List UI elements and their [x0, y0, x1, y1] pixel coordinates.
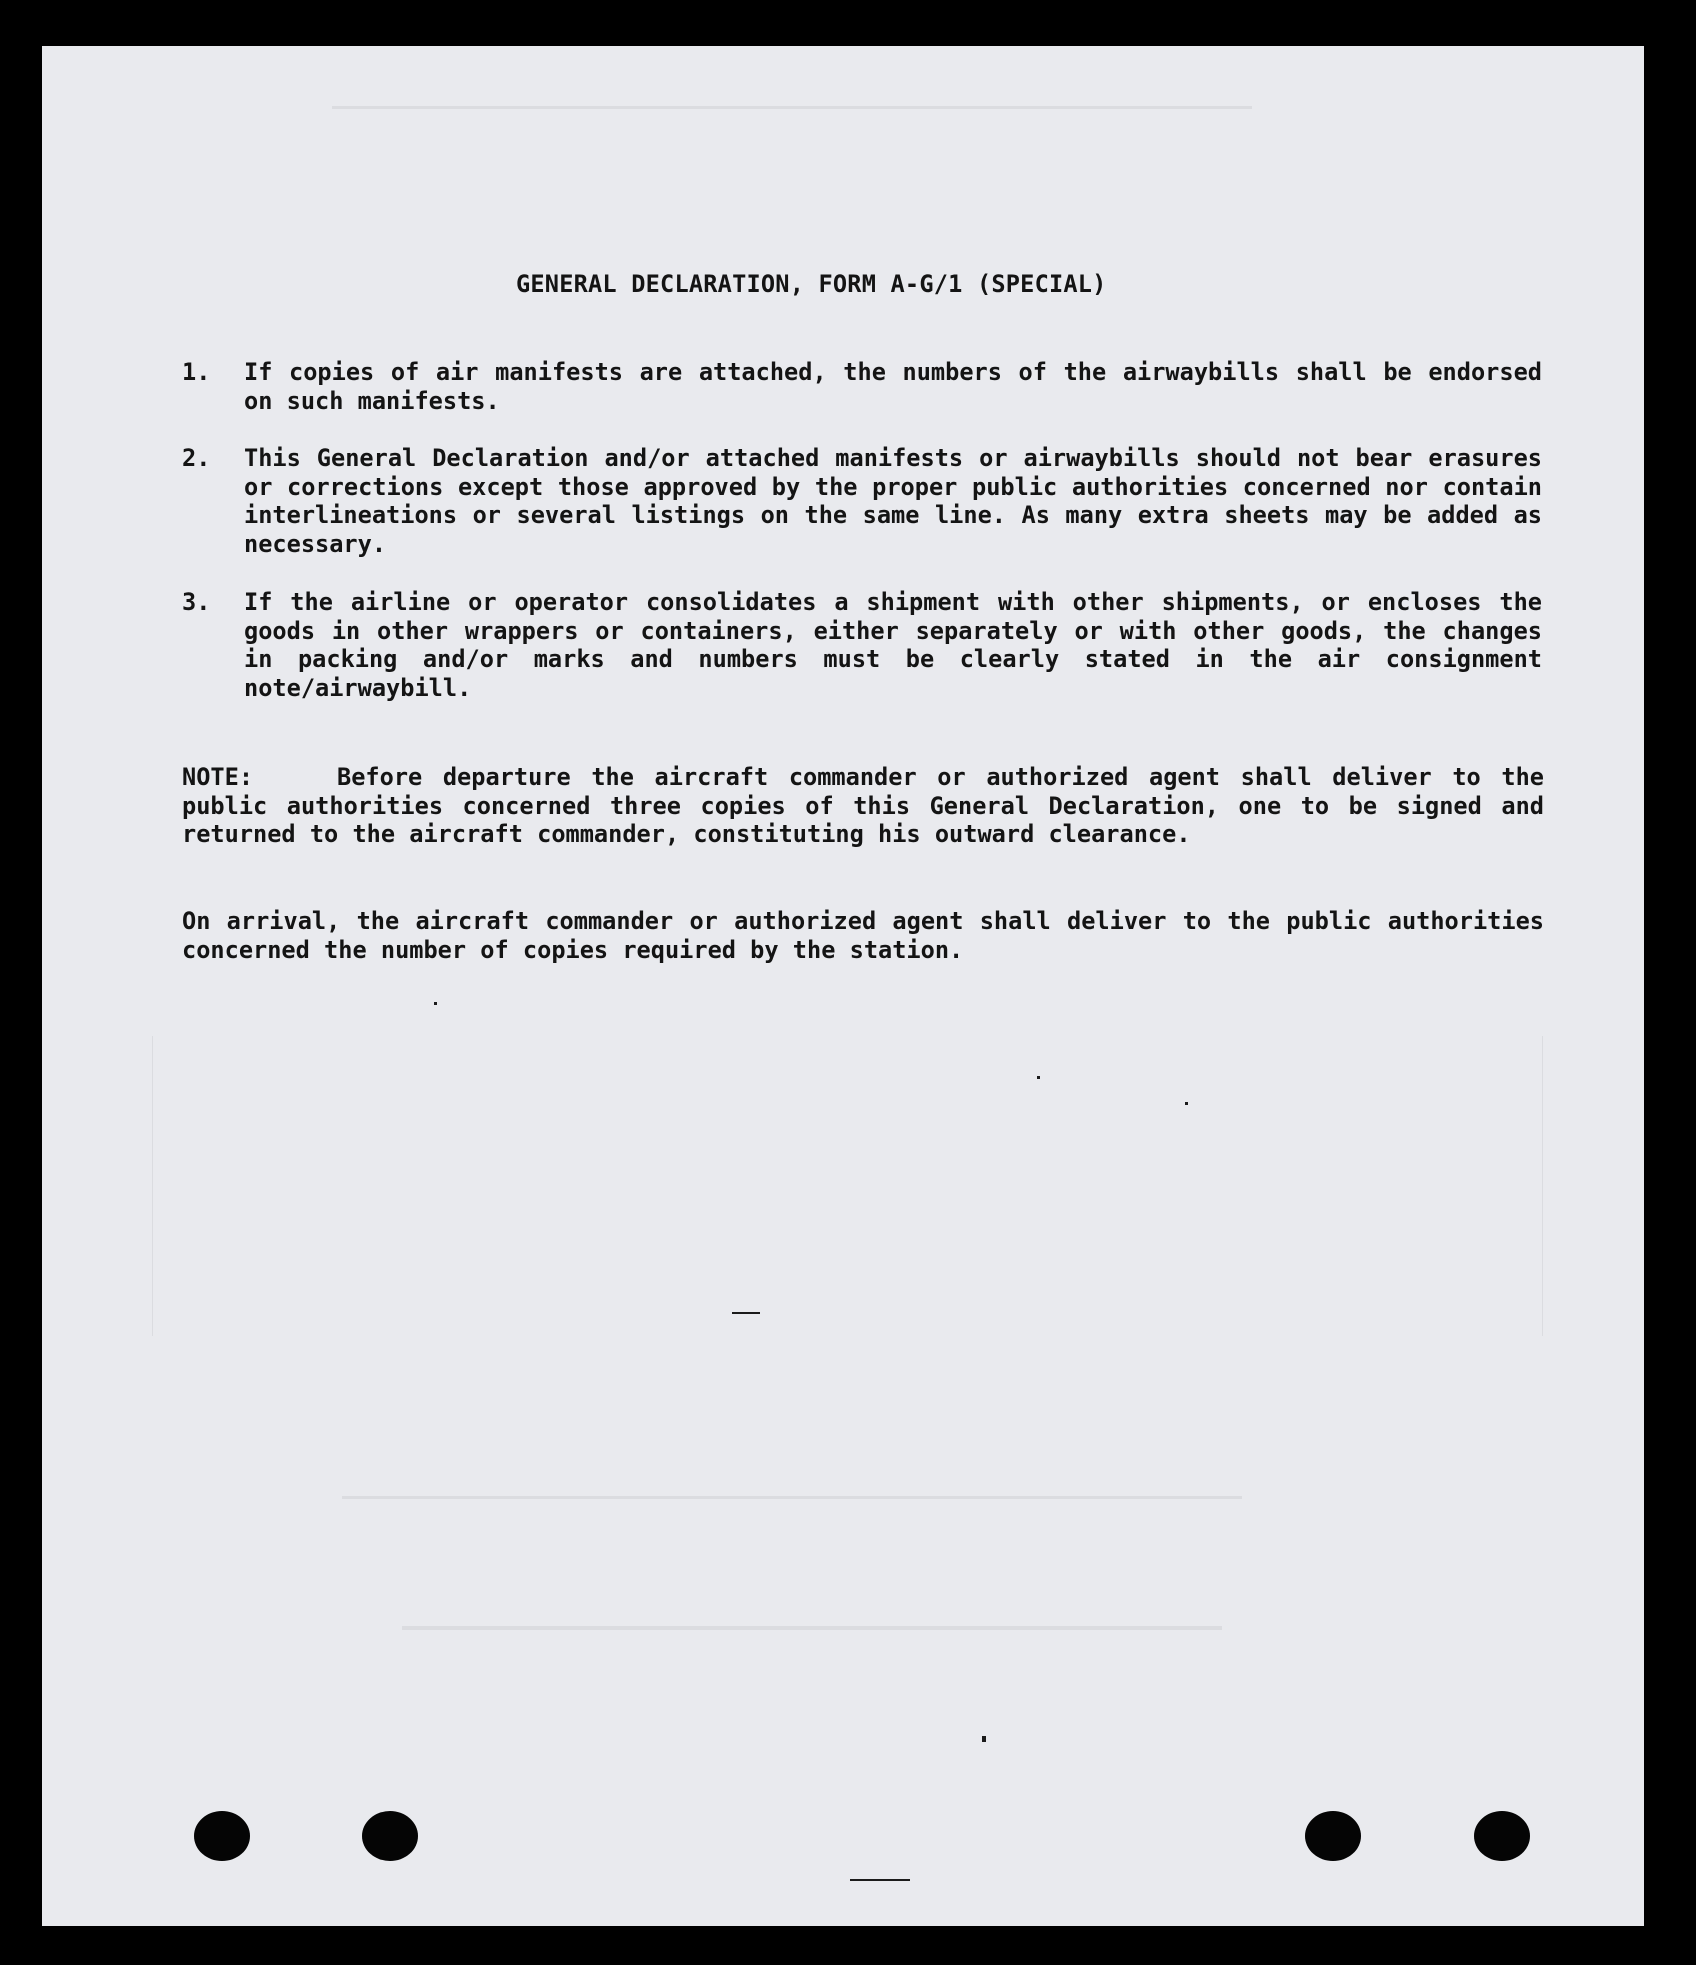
show-through-line	[342, 1496, 1242, 1499]
punch-hole	[1474, 1811, 1530, 1861]
item-text: If the airline or operator consolidates a shipment with other shipments, or encloses the goods in other wrappers or containers, either separately or with other goods, the changes in packing and/or marks and numbers must be clearly stated in the air consignment note/airwaybill.	[244, 588, 1542, 702]
item-text: If copies of air manifests are attached, the numbers of the airwaybills shall be endorsed on such manifests.	[244, 358, 1542, 415]
list-item-2	[182, 444, 1542, 558]
note-label: NOTE:	[182, 763, 254, 791]
show-through-frame	[1542, 1036, 1543, 1336]
arrival-paragraph: On arrival, the aircraft commander or authorized agent shall deliver to the public authorities concerned the number of copies required by the station.	[182, 907, 1544, 964]
item-number: 1.	[182, 358, 211, 386]
item-text: This General Declaration and/or attached manifests or airwaybills should not bear erasures or corrections except those approved by the proper public authorities concerned nor contain interlineations or several listings on the same line. As many extra sheets may be added as necessary.	[244, 444, 1542, 558]
show-through-line	[332, 106, 1252, 109]
ink-speck	[1037, 1076, 1040, 1079]
punch-hole	[362, 1811, 418, 1861]
punch-hole	[1305, 1811, 1361, 1861]
document-title: GENERAL DECLARATION, FORM A-G/1 (SPECIAL)	[516, 270, 1107, 298]
show-through-frame	[152, 1036, 153, 1336]
document-page	[42, 46, 1644, 1926]
item-number: 2.	[182, 444, 211, 472]
note-text: Before departure the aircraft commander or authorized agent shall deliver to the public authorities concerned three copies of this General Declaration, one to be signed and returned to the aircraft commander, constituting his outward clearance.	[182, 763, 1544, 848]
ink-speck	[982, 1736, 986, 1742]
item-number: 3.	[182, 588, 211, 616]
ink-speck	[1185, 1102, 1188, 1105]
ink-dash	[850, 1879, 910, 1881]
list-item-1	[182, 358, 1542, 415]
list-item-3	[182, 588, 1542, 702]
show-through-line	[402, 1626, 1222, 1630]
punch-hole	[194, 1811, 250, 1861]
ink-dash	[732, 1312, 760, 1314]
ink-speck	[434, 1002, 437, 1005]
note-paragraph	[182, 763, 1544, 849]
